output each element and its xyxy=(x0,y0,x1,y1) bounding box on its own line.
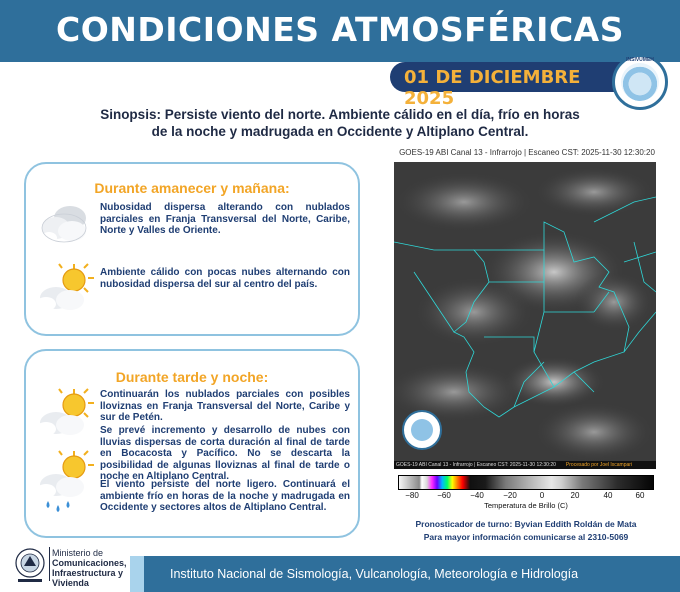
satellite-footer-text: GOES-19 ABI Canal 13 - Infrarrojo | Escaneo CST: 2025-11-30 12:30:20 xyxy=(396,462,556,468)
colorbar xyxy=(398,475,654,490)
ministry-label xyxy=(52,548,127,588)
contact-info xyxy=(394,518,658,544)
contact-phone: Para mayor información comunicarse al 2310-5069 xyxy=(423,532,629,542)
evening-text-1: Continuarán los nublados parciales con posibles lloviznas en Franja Transversal del Norte, Caribe y sur de Petén. xyxy=(100,389,350,423)
cloudy-icon xyxy=(34,198,94,248)
satellite-map-icon xyxy=(394,162,656,468)
institute-name: Instituto Nacional de Sismología, Vulcanología, Meteorología e Hidrología xyxy=(170,567,579,581)
processed-by: Procesado por Joel Ixcampari xyxy=(565,462,633,468)
morning-card xyxy=(24,162,360,336)
logo-emblem-icon xyxy=(621,63,659,101)
morning-text-1: Nubosidad dispersa alterando con nublados parciales en Franja Transversal del Norte, Caribe, Norte y Valles de Oriente. xyxy=(100,202,350,236)
ministry-line-3: Infraestructura y xyxy=(52,568,124,578)
evening-text-3: El viento persiste del norte ligero. Continuará el ambiente frío en horas de la noche y madrugada en Occidente y sectores altos de Altiplano Central. xyxy=(100,479,350,513)
morning-text-2: Ambiente cálido con pocas nubes alternando con nubosidad dispersa del sur al centro del país. xyxy=(100,267,350,290)
page-title: CONDICIONES ATMOSFÉRICAS xyxy=(56,10,624,49)
ministry-line-1: Ministerio de xyxy=(52,548,104,558)
colorbar-tick: −40 xyxy=(470,491,484,500)
ministry-line-4: Vivienda xyxy=(52,578,89,588)
colorbar-tick: −20 xyxy=(503,491,517,500)
synopsis xyxy=(40,106,640,140)
colorbar-label: Temperatura de Brillo (C) xyxy=(484,501,568,510)
evening-card xyxy=(24,349,360,538)
synopsis-line-1: Sinopsis: Persiste viento del norte. Ambiente cálido en el día, frío en horas xyxy=(100,107,580,122)
satellite-caption: GOES-19 ABI Canal 13 - Infrarrojo | Escaneo CST: 2025-11-30 12:30:20 xyxy=(399,148,655,157)
ministry-line-2: Comunicaciones, xyxy=(52,558,127,568)
forecaster-name: Pronosticador de turno: Byvian Eddith Roldán de Mata xyxy=(415,519,637,529)
synopsis-line-2: de la noche y madrugada en Occidente y Altiplano Central. xyxy=(151,124,529,139)
date-text: 01 DE DICIEMBRE 2025 xyxy=(404,67,581,109)
colorbar-tick: −80 xyxy=(405,491,419,500)
footer-stripe xyxy=(130,556,144,592)
footer-band xyxy=(144,556,680,592)
satellite-image xyxy=(394,162,656,468)
colorbar-tick: 0 xyxy=(539,491,545,500)
insivumeh-logo xyxy=(612,54,668,110)
colorbar-ticks xyxy=(398,491,654,501)
evening-title: Durante tarde y noche: xyxy=(115,369,269,385)
colorbar-tick: 20 xyxy=(570,491,580,500)
partly-sunny-icon xyxy=(32,385,96,441)
satellite-footer xyxy=(394,461,656,469)
partly-sunny-icon xyxy=(32,260,96,316)
date-badge xyxy=(390,62,630,109)
evening-text-2: Se prevé incremento y desarrollo de nubes con lluvias dispersas de corta duración al final de tarde en Bocacosta y Pacífico. No se descarta la posibilidad de algunas lloviznas al final de tarde o noche en Altiplano Central. xyxy=(100,425,350,482)
logo-text: INSIVUMEH xyxy=(626,57,654,63)
guatemala-coat-of-arms-icon xyxy=(12,546,48,584)
sun-rain-icon xyxy=(32,449,96,519)
colorbar-tick: −60 xyxy=(437,491,451,500)
colorbar-tick: 40 xyxy=(603,491,613,500)
colorbar-tick: 60 xyxy=(635,491,645,500)
ministry-divider xyxy=(49,547,50,581)
morning-title: Durante amanecer y mañana: xyxy=(94,180,290,196)
